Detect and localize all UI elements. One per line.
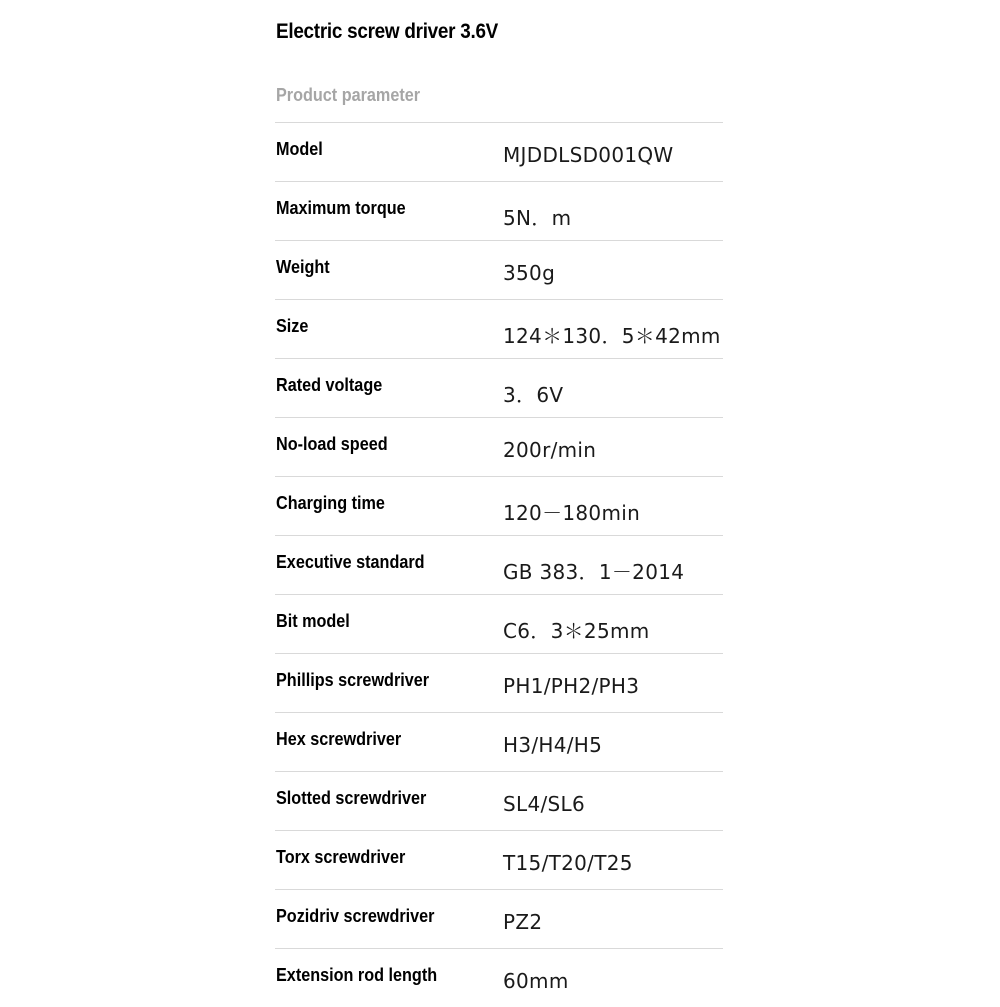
parameter-value: 124＊130．5＊42mm bbox=[503, 324, 721, 348]
parameter-label: Weight bbox=[276, 257, 330, 277]
parameter-value: 5N．m bbox=[503, 206, 572, 230]
parameter-label: Pozidriv screwdriver bbox=[276, 906, 435, 926]
parameter-value: 120－180min bbox=[503, 501, 641, 525]
table-row-pozidriv-screwdriver bbox=[275, 889, 723, 948]
parameter-value: SL4/SL6 bbox=[503, 792, 585, 816]
section-heading: Product parameter bbox=[276, 85, 421, 105]
parameter-label: Torx screwdriver bbox=[276, 847, 406, 867]
table-row-extension-rod-length bbox=[275, 948, 723, 1007]
parameter-label: Size bbox=[276, 316, 309, 336]
table-row-bit-model bbox=[275, 594, 723, 653]
page-title: Electric screw driver 3.6V bbox=[276, 20, 499, 43]
table-row-torx-screwdriver bbox=[275, 830, 723, 889]
parameter-label: Extension rod length bbox=[276, 965, 438, 985]
parameter-label: Bit model bbox=[276, 611, 350, 631]
parameter-label: Slotted screwdriver bbox=[276, 788, 427, 808]
parameter-value: 3．6V bbox=[503, 383, 564, 407]
parameter-label: Hex screwdriver bbox=[276, 729, 402, 749]
parameter-label: Phillips screwdriver bbox=[276, 670, 430, 690]
parameter-label: Maximum torque bbox=[276, 198, 406, 218]
table-row-model bbox=[275, 122, 723, 181]
parameter-label: Model bbox=[276, 139, 323, 159]
parameter-table bbox=[275, 122, 723, 1007]
table-row-hex-screwdriver bbox=[275, 712, 723, 771]
parameter-label: No-load speed bbox=[276, 434, 388, 454]
parameter-label: Charging time bbox=[276, 493, 385, 513]
parameter-label: Rated voltage bbox=[276, 375, 383, 395]
parameter-value: 200r/min bbox=[503, 438, 597, 462]
parameter-value: C6．3＊25mm bbox=[503, 619, 650, 643]
table-row-no-load-speed bbox=[275, 417, 723, 476]
parameter-value: 350g bbox=[503, 261, 556, 285]
table-row-executive-standard bbox=[275, 535, 723, 594]
table-row-size bbox=[275, 299, 723, 358]
parameter-value: H3/H4/H5 bbox=[503, 733, 603, 757]
parameter-value: T15/T20/T25 bbox=[503, 851, 633, 875]
table-row-charging-time bbox=[275, 476, 723, 535]
parameter-value: 60mm bbox=[503, 969, 569, 993]
table-row-slotted-screwdriver bbox=[275, 771, 723, 830]
parameter-value: MJDDLSD001QW bbox=[503, 143, 674, 167]
parameter-value: PZ2 bbox=[503, 910, 543, 934]
table-row-weight bbox=[275, 240, 723, 299]
parameter-label: Executive standard bbox=[276, 552, 425, 572]
parameter-value: PH1/PH2/PH3 bbox=[503, 674, 640, 698]
table-row-maximum-torque bbox=[275, 181, 723, 240]
table-row-phillips-screwdriver bbox=[275, 653, 723, 712]
parameter-value: GB 383．1－2014 bbox=[503, 560, 685, 584]
table-row-rated-voltage bbox=[275, 358, 723, 417]
